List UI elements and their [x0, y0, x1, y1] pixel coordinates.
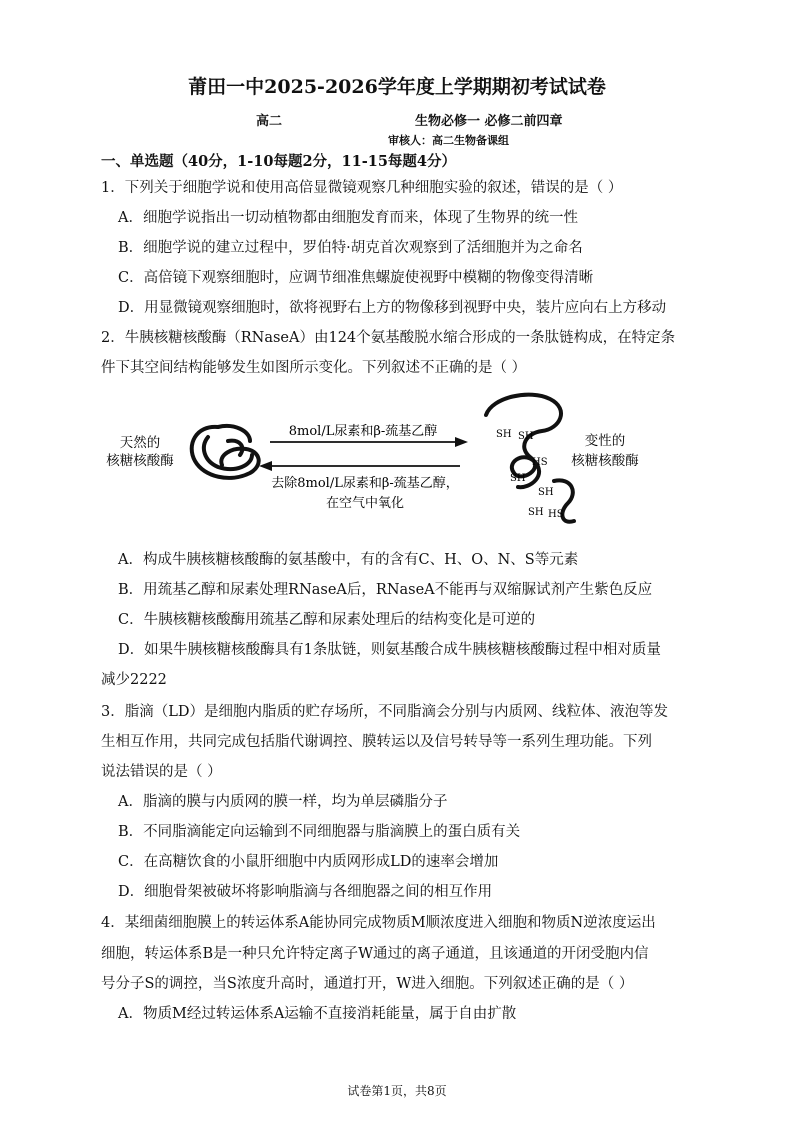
q2-option-a: A．构成牛胰核糖核酸酶的氨基酸中，有的含有C、H、O、N、S等元素 [118, 552, 579, 568]
q2-stem-line1: 2．牛胰核糖核酸酶（RNaseA）由124个氨基酸脱水缩合形成的一条肽链构成，在特定条 [101, 330, 676, 346]
protein-denaturation-figure [100, 385, 660, 535]
q3-stem-line3: 说法错误的是（ ） [101, 764, 222, 780]
forward-arrow-head [455, 437, 468, 447]
subject-label: 生物必修一 必修二前四章 [415, 114, 563, 129]
sh-label-5: SH [528, 507, 544, 518]
q1-option-b: B．细胞学说的建立过程中，罗伯特·胡克首次观察到了活细胞并为之命名 [118, 240, 583, 256]
sh-label-2: SH [518, 431, 534, 442]
page-title: 莆田一中2025-2026学年度上学期期初考试试卷 [188, 76, 606, 98]
fig-denatured-label-1: 变性的 [584, 433, 626, 449]
q2-option-b: B．用巯基乙醇和尿素处理RNaseA后，RNaseA不能再与双缩脲试剂产生紫色反应 [118, 582, 653, 598]
q4-stem-line1: 4．某细菌细胞膜上的转运体系A能协同完成物质M顺浓度进入细胞和物质N逆浓度运出 [101, 915, 656, 931]
sh-label-4: SH [538, 487, 554, 498]
native-protein-icon [192, 426, 259, 478]
sh-label-1: SH [496, 429, 512, 440]
q3-stem-line2: 生相互作用，共同完成包括脂代谢调控、膜转运以及信号转导等一系列生理功能。下列 [101, 734, 652, 750]
reviewer-label: 审核人：高二生物备课组 [388, 134, 509, 147]
page-footer: 试卷第1页，共8页 [347, 1084, 447, 1098]
fig-reverse-condition-1: 去除8mol/L尿素和β-巯基乙醇， [271, 476, 459, 491]
sh-label-3: SH [510, 473, 526, 484]
q3-stem-line1: 3．脂滴（LD）是细胞内脂质的贮存场所，不同脂滴会分别与内质网、线粒体、液泡等发 [101, 704, 668, 720]
fig-denatured-label-2: 核糖核酸酶 [571, 453, 639, 469]
q4-stem-line3: 号分子S的调控，当S浓度升高时，通道打开，W进入细胞。下列叙述正确的是（ ） [101, 976, 634, 992]
hs-label-2: HS [548, 509, 564, 520]
q2-option-d-line2: 减少2222 [101, 672, 167, 688]
section-heading: 一、单选题（40分，1-10每题2分，11-15每题4分） [101, 153, 457, 170]
fig-native-label-2: 核糖核酸酶 [106, 453, 174, 469]
q1-option-a: A．细胞学说指出一切动植物都由细胞发育而来，体现了生物界的统一性 [118, 210, 578, 226]
q4-stem-line2: 细胞，转运体系B是一种只允许特定离子W通过的离子通道，且该通道的开闭受胞内信 [101, 946, 649, 962]
q3-option-d: D．细胞骨架被破坏将影响脂滴与各细胞器之间的相互作用 [118, 884, 493, 900]
hs-label-1: HS [532, 457, 548, 468]
q3-option-a: A．脂滴的膜与内质网的膜一样，均为单层磷脂分子 [118, 794, 448, 810]
reverse-arrow-head [259, 461, 272, 471]
q3-option-b: B．不同脂滴能定向运输到不同细胞器与脂滴膜上的蛋白质有关 [118, 824, 521, 840]
fig-reverse-condition-2: 在空气中氧化 [325, 496, 405, 511]
fig-forward-condition: 8mol/L尿素和β-巯基乙醇 [288, 424, 438, 439]
fig-native-label-1: 天然的 [119, 435, 161, 451]
q3-option-c: C．在高糖饮食的小鼠肝细胞中内质网形成LD的速率会增加 [118, 854, 499, 870]
denatured-protein-icon [486, 395, 574, 522]
q4-option-a: A．物质M经过转运体系A运输不直接消耗能量，属于自由扩散 [118, 1006, 517, 1022]
q2-stem-line2: 件下其空间结构能够发生如图所示变化。下列叙述不正确的是（ ） [101, 360, 527, 376]
grade-label: 高二 [256, 114, 283, 129]
q2-option-c: C．牛胰核糖核酸酶用巯基乙醇和尿素处理后的结构变化是可逆的 [118, 612, 536, 628]
q1-option-d: D．用显微镜观察细胞时，欲将视野右上方的物像移到视野中央，装片应向右上方移动 [118, 300, 667, 316]
q1-stem: 1．下列关于细胞学说和使用高倍显微镜观察几种细胞实验的叙述，错误的是（ ） [101, 180, 623, 196]
q1-option-c: C．高倍镜下观察细胞时，应调节细准焦螺旋使视野中模糊的物像变得清晰 [118, 270, 594, 286]
q2-option-d-line1: D．如果牛胰核糖核酸酶具有1条肽链，则氨基酸合成牛胰核糖核酸酶过程中相对质量 [118, 642, 661, 658]
